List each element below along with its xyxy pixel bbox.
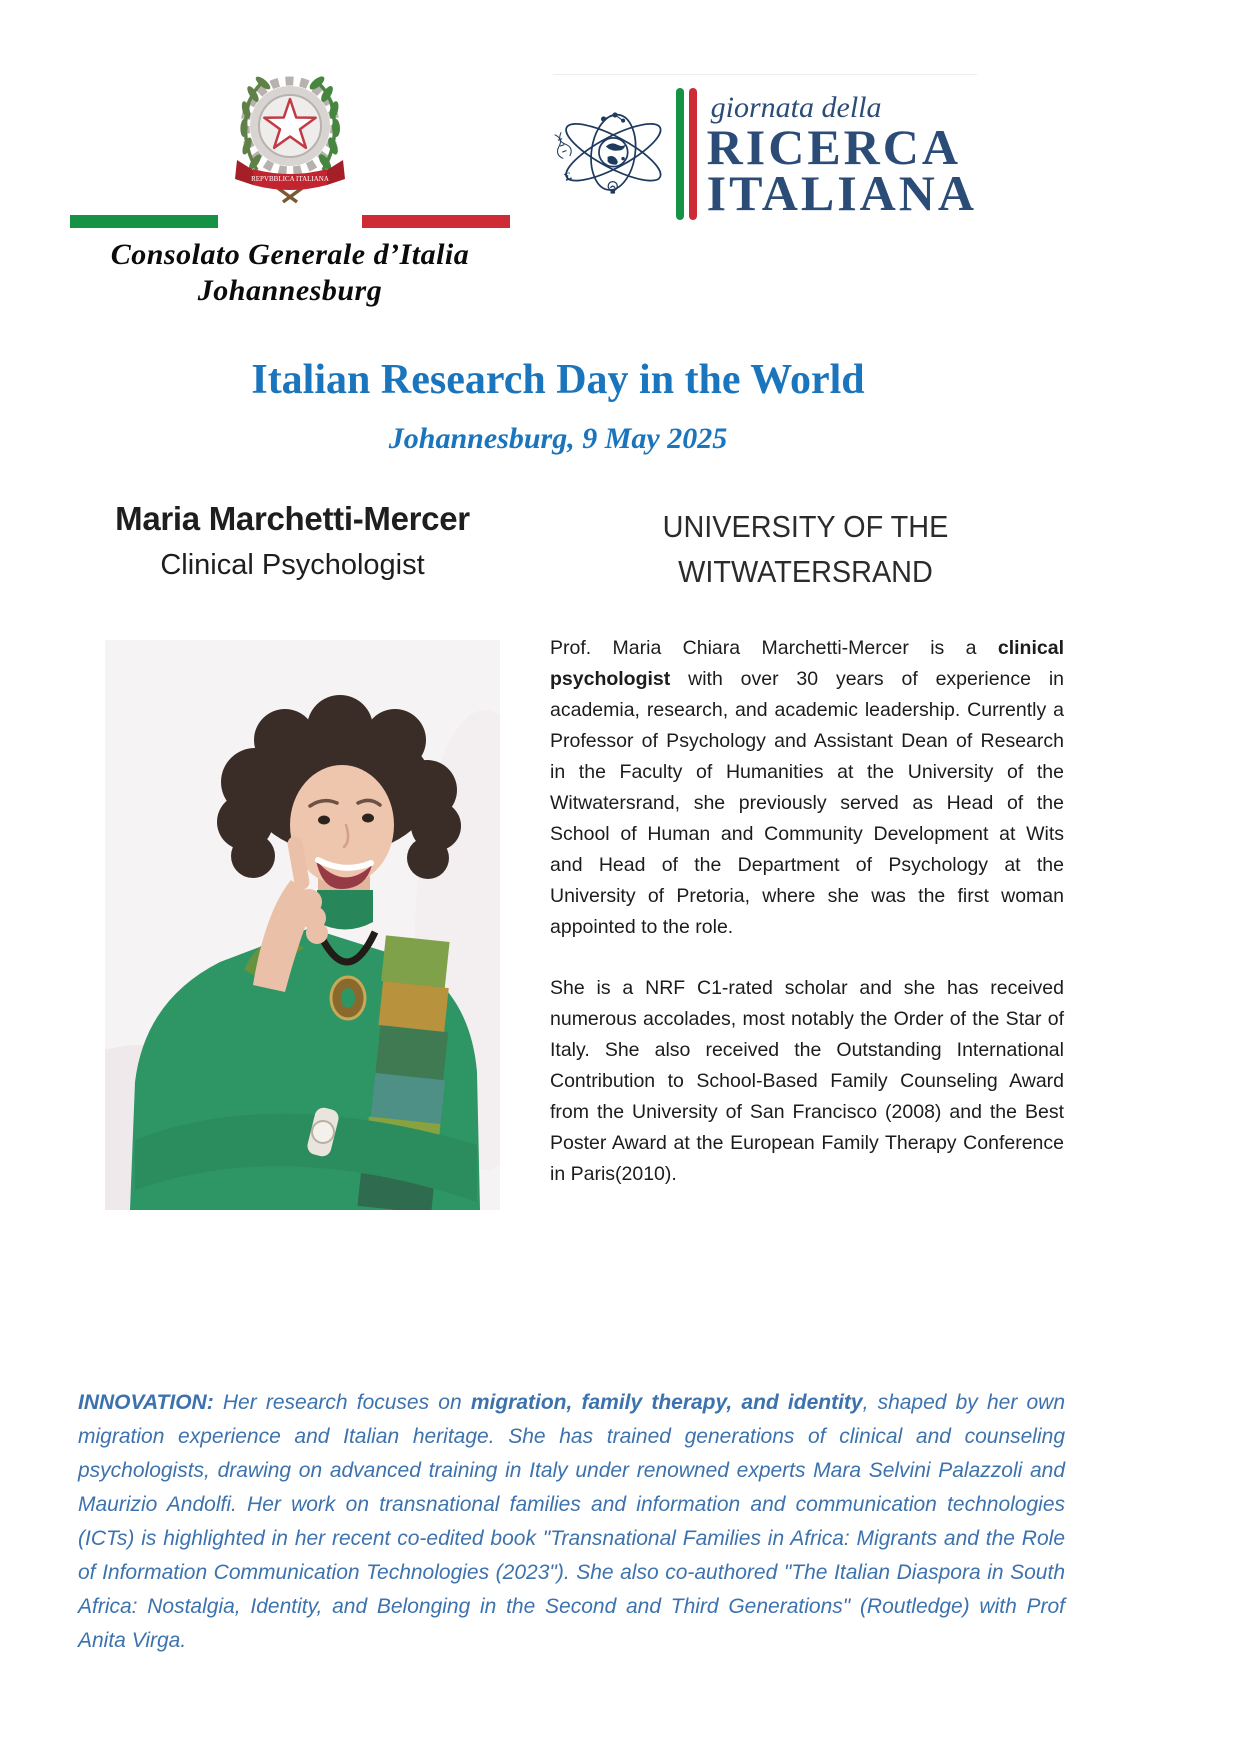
- logo-title-line2: ITALIANA: [706, 165, 977, 221]
- person-name: Maria Marchetti-Mercer: [115, 500, 470, 537]
- bio-text: [550, 633, 1064, 1220]
- innovation-seg2: , shaped by her own migration experience and Italian heritage. She has trained generations of clinical and counseling psychologists, drawing on advanced training in Italy under renowned experts Mara Selvini Palazzoli and Maurizio Andolfi. Her work on transnational families and information and communication technologies (ICTs) is highlighted in her recent co-edited book "Transnational Families in Africa: Migrants and the Role of Information Communication Technologies (2023"). She also co-authored "The Italian Diaspora in South Africa: Nostalgia, Identity, and Belonging in the Second and Third Generations" (Routledge) with Prof Anita Virga.: [78, 1391, 1066, 1652]
- logo-tagline: giornata della: [710, 91, 882, 124]
- italian-republic-emblem-icon: [215, 58, 365, 208]
- flag-green-segment: [70, 215, 218, 228]
- atom-globe-research-icon: [553, 79, 674, 229]
- emblem-ribbon-text: REPVBBLICA ITALIANA: [251, 175, 329, 183]
- innovation-paragraph: [78, 1386, 1065, 1658]
- bio-p1-post: with over 30 years of experience in academia, research, and academic leadership. Currently a Professor of Psychology and Assistant Dean of Research in the Faculty of Humanities at the University of the Witwatersrand, she previously served as Head of the School of Human and Community Development at Wits and Head of the Department of Psychology at the University of Pretoria, where she was the first woman appointed to the role.: [550, 668, 1064, 938]
- affiliation-line2: WITWATERSRAND: [678, 554, 933, 589]
- consulate-name-line2: Johannesburg: [197, 274, 383, 307]
- logo-title-line1: RICERCA: [706, 119, 962, 175]
- italian-flag-bar: [70, 215, 510, 228]
- bio-p1-bold: clinical psychologist: [550, 637, 1064, 690]
- logo-stripe-green: [676, 88, 684, 220]
- affiliation: [566, 504, 1045, 594]
- affiliation-line1: UNIVERSITY OF THE: [662, 509, 949, 544]
- research-day-logo: [553, 74, 977, 233]
- portrait-photo: [105, 640, 500, 1210]
- innovation-label: INNOVATION:: [78, 1391, 214, 1414]
- innovation-bold1: migration, family therapy, and identity: [470, 1391, 863, 1414]
- page-title: Italian Research Day in the World: [251, 357, 865, 403]
- bio-paragraph-2: She is a NRF C1-rated scholar and she has received numerous accolades, most notably the Order of the Star of Italy. She also received the Outstanding International Contribution to School-Based Family Counseling Award from the University of San Francisco (2008) and the Best Poster Award at the European Family Therapy Conference in Paris(2010).: [550, 977, 1064, 1185]
- consulate-header: [60, 58, 520, 309]
- svg-text:Σ: Σ: [562, 170, 574, 184]
- page-subtitle: Johannesburg, 9 May 2025: [388, 422, 728, 455]
- bio-paragraph-1: [550, 633, 1064, 943]
- flag-white-segment: [218, 215, 362, 228]
- logo-flag-stripes: [676, 88, 697, 220]
- innovation-seg1: Her research focuses on: [213, 1391, 471, 1414]
- consulate-name-line1: Consolato Generale d’Italia: [110, 238, 470, 271]
- person-role: Clinical Psychologist: [160, 549, 425, 581]
- bio-p1-pre: Prof. Maria Chiara Marchetti-Mercer is a: [550, 637, 998, 659]
- logo-stripe-red: [689, 88, 697, 220]
- flag-red-segment: [362, 215, 510, 228]
